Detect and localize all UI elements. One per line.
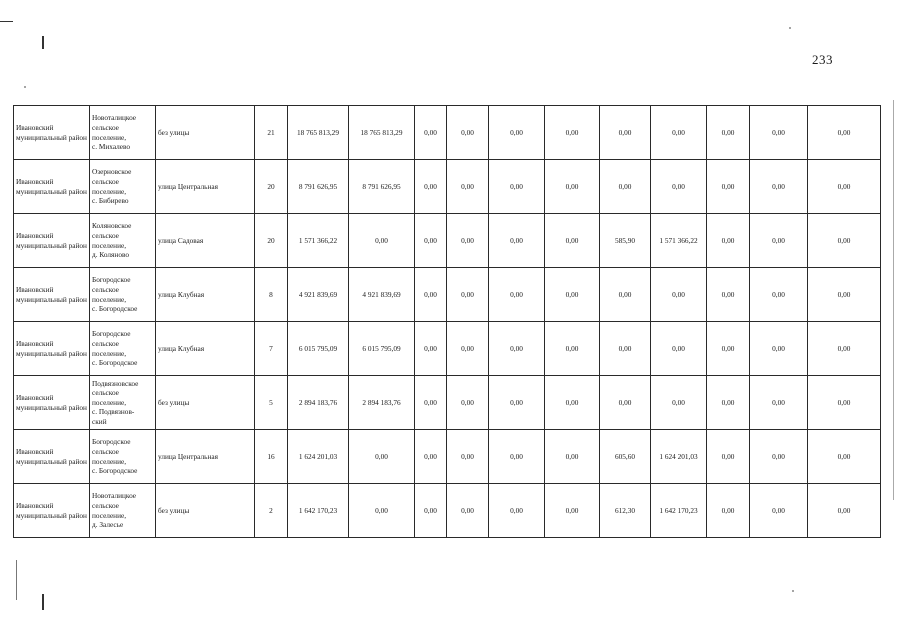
value-cell bbox=[288, 484, 349, 538]
value-cell-text: 0,00 bbox=[618, 289, 632, 299]
district-cell-text: Ивановский муниципальный район bbox=[16, 446, 87, 466]
value-cell-text: 1 624 201,03 bbox=[659, 451, 698, 461]
value-cell-text: 0,00 bbox=[461, 505, 474, 515]
number-cell-text: 20 bbox=[267, 181, 275, 191]
street-cell-text: улица Клубная bbox=[158, 343, 205, 353]
value-cell-text: 0,00 bbox=[510, 235, 523, 245]
value-cell bbox=[415, 430, 447, 484]
settlement-cell bbox=[90, 484, 156, 538]
value-cell bbox=[600, 430, 651, 484]
value-cell-text: 6 015 795,09 bbox=[362, 343, 401, 353]
value-cell bbox=[288, 322, 349, 376]
value-cell bbox=[349, 484, 415, 538]
value-cell bbox=[545, 106, 600, 160]
value-cell bbox=[600, 268, 651, 322]
value-cell-text: 0,00 bbox=[772, 505, 785, 515]
district-cell-text: Ивановский муниципальный район bbox=[16, 284, 87, 304]
value-cell-text: 0,00 bbox=[837, 181, 851, 191]
value-cell-text: 0,00 bbox=[772, 289, 785, 299]
scan-speck bbox=[792, 590, 794, 592]
settlement-cell-text: Новоталицкое сельское поселение, с. Михалево bbox=[92, 113, 137, 152]
value-cell-text: 0,00 bbox=[565, 289, 579, 299]
settlement-cell bbox=[90, 430, 156, 484]
value-cell-text: 0,00 bbox=[424, 343, 437, 353]
value-cell bbox=[750, 430, 808, 484]
value-cell bbox=[489, 322, 545, 376]
table-row bbox=[14, 322, 881, 376]
value-cell bbox=[349, 160, 415, 214]
value-cell bbox=[447, 160, 489, 214]
value-cell bbox=[545, 268, 600, 322]
value-cell-text: 0,00 bbox=[565, 505, 579, 515]
value-cell-text: 0,00 bbox=[565, 127, 579, 137]
value-cell-text: 0,00 bbox=[461, 181, 474, 191]
value-cell bbox=[750, 268, 808, 322]
value-cell bbox=[707, 214, 750, 268]
value-cell bbox=[750, 322, 808, 376]
value-cell-text: 0,00 bbox=[565, 343, 579, 353]
street-cell-text: улица Центральная bbox=[158, 451, 218, 461]
street-cell-text: без улицы bbox=[158, 127, 190, 137]
value-cell-text: 1 624 201,03 bbox=[298, 451, 338, 461]
value-cell bbox=[651, 484, 707, 538]
value-cell bbox=[288, 214, 349, 268]
district-cell bbox=[14, 322, 90, 376]
table-row bbox=[14, 484, 881, 538]
street-cell-text: улица Центральная bbox=[158, 181, 218, 191]
value-cell-text: 0,00 bbox=[721, 451, 735, 461]
value-cell-text: 0,00 bbox=[510, 397, 523, 407]
value-cell-text: 0,00 bbox=[424, 235, 437, 245]
value-cell bbox=[489, 268, 545, 322]
value-cell bbox=[415, 322, 447, 376]
value-cell bbox=[415, 484, 447, 538]
value-cell bbox=[651, 430, 707, 484]
value-cell-text: 0,00 bbox=[721, 127, 735, 137]
value-cell-text: 585,90 bbox=[614, 235, 636, 245]
value-cell bbox=[707, 160, 750, 214]
value-cell bbox=[288, 376, 349, 430]
value-cell-text: 0,00 bbox=[375, 451, 388, 461]
value-cell-text: 0,00 bbox=[772, 343, 785, 353]
value-cell-text: 0,00 bbox=[721, 343, 735, 353]
value-cell bbox=[600, 376, 651, 430]
value-cell-text: 0,00 bbox=[565, 181, 579, 191]
value-cell bbox=[489, 484, 545, 538]
street-cell-text: улица Садовая bbox=[158, 235, 204, 245]
district-cell-text: Ивановский муниципальный район bbox=[16, 230, 87, 250]
value-cell-text: 0,00 bbox=[375, 235, 388, 245]
value-cell bbox=[349, 376, 415, 430]
value-cell bbox=[489, 214, 545, 268]
table-row bbox=[14, 106, 881, 160]
table-row bbox=[14, 214, 881, 268]
street-cell bbox=[156, 322, 255, 376]
number-cell bbox=[255, 268, 288, 322]
value-cell bbox=[707, 484, 750, 538]
number-cell-text: 5 bbox=[269, 397, 273, 407]
street-cell bbox=[156, 430, 255, 484]
value-cell bbox=[600, 106, 651, 160]
value-cell bbox=[808, 322, 881, 376]
district-cell bbox=[14, 160, 90, 214]
value-cell-text: 1 571 366,22 bbox=[298, 235, 338, 245]
value-cell bbox=[808, 268, 881, 322]
value-cell-text: 612,30 bbox=[614, 505, 636, 515]
value-cell bbox=[750, 376, 808, 430]
value-cell-text: 0,00 bbox=[565, 397, 579, 407]
value-cell-text: 0,00 bbox=[837, 235, 851, 245]
value-cell bbox=[288, 106, 349, 160]
number-cell-text: 2 bbox=[269, 505, 273, 515]
value-cell bbox=[651, 106, 707, 160]
settlement-cell-text: Подвязновское сельское поселение, с. Подвязнов- ский bbox=[92, 378, 139, 426]
value-cell-text: 0,00 bbox=[424, 181, 437, 191]
value-cell bbox=[750, 106, 808, 160]
value-cell bbox=[707, 322, 750, 376]
street-cell bbox=[156, 484, 255, 538]
value-cell-text: 0,00 bbox=[618, 397, 632, 407]
value-cell bbox=[808, 214, 881, 268]
value-cell-text: 0,00 bbox=[837, 505, 851, 515]
value-cell-text: 0,00 bbox=[837, 343, 851, 353]
table-row bbox=[14, 268, 881, 322]
value-cell-text: 0,00 bbox=[565, 235, 579, 245]
value-cell bbox=[447, 106, 489, 160]
value-cell-text: 0,00 bbox=[721, 505, 735, 515]
settlement-cell-text: Богородское сельское поселение, с. Богородское bbox=[92, 275, 138, 314]
value-cell-text: 0,00 bbox=[837, 397, 851, 407]
value-cell bbox=[808, 484, 881, 538]
number-cell-text: 21 bbox=[267, 127, 275, 137]
value-cell-text: 0,00 bbox=[424, 505, 437, 515]
street-cell bbox=[156, 376, 255, 430]
value-cell-text: 0,00 bbox=[461, 343, 474, 353]
number-cell bbox=[255, 160, 288, 214]
value-cell-text: 1 642 170,23 bbox=[298, 505, 338, 515]
value-cell-text: 2 894 183,76 bbox=[298, 397, 338, 407]
value-cell-text: 0,00 bbox=[721, 181, 735, 191]
settlement-cell bbox=[90, 106, 156, 160]
value-cell bbox=[545, 430, 600, 484]
value-cell bbox=[349, 106, 415, 160]
number-cell bbox=[255, 376, 288, 430]
value-cell bbox=[651, 214, 707, 268]
value-cell-text: 0,00 bbox=[461, 451, 474, 461]
value-cell bbox=[447, 268, 489, 322]
value-cell-text: 0,00 bbox=[510, 451, 523, 461]
value-cell bbox=[808, 160, 881, 214]
value-cell-text: 8 791 626,95 bbox=[362, 181, 401, 191]
value-cell-text: 0,00 bbox=[772, 397, 785, 407]
value-cell-text: 0,00 bbox=[721, 235, 735, 245]
value-cell bbox=[349, 268, 415, 322]
value-cell bbox=[545, 376, 600, 430]
settlement-cell bbox=[90, 268, 156, 322]
value-cell bbox=[545, 214, 600, 268]
table-row bbox=[14, 160, 881, 214]
value-cell-text: 0,00 bbox=[510, 289, 523, 299]
value-cell bbox=[808, 106, 881, 160]
district-cell bbox=[14, 430, 90, 484]
number-cell bbox=[255, 430, 288, 484]
number-cell-text: 20 bbox=[267, 235, 275, 245]
value-cell bbox=[415, 160, 447, 214]
table-row bbox=[14, 430, 881, 484]
value-cell bbox=[415, 214, 447, 268]
value-cell bbox=[489, 430, 545, 484]
value-cell-text: 0,00 bbox=[618, 127, 632, 137]
value-cell-text: 0,00 bbox=[721, 397, 735, 407]
page-number: 233 bbox=[812, 52, 833, 67]
value-cell bbox=[651, 376, 707, 430]
value-cell bbox=[750, 484, 808, 538]
value-cell bbox=[545, 322, 600, 376]
street-cell bbox=[156, 268, 255, 322]
value-cell bbox=[489, 106, 545, 160]
value-cell-text: 0,00 bbox=[672, 127, 685, 137]
value-cell bbox=[707, 430, 750, 484]
street-cell bbox=[156, 160, 255, 214]
value-cell-text: 0,00 bbox=[565, 451, 579, 461]
value-cell bbox=[808, 376, 881, 430]
table-body bbox=[14, 106, 881, 538]
value-cell bbox=[288, 268, 349, 322]
value-cell bbox=[651, 322, 707, 376]
value-cell bbox=[707, 376, 750, 430]
value-cell-text: 0,00 bbox=[424, 451, 437, 461]
district-cell-text: Ивановский муниципальный район bbox=[16, 392, 87, 412]
value-cell bbox=[750, 160, 808, 214]
value-cell-text: 0,00 bbox=[375, 505, 388, 515]
value-cell-text: 0,00 bbox=[461, 397, 474, 407]
settlement-cell bbox=[90, 214, 156, 268]
settlement-cell-text: Коляновское сельское поселение, д. Коляново bbox=[92, 221, 132, 260]
value-cell-text: 0,00 bbox=[461, 289, 474, 299]
value-cell-text: 0,00 bbox=[672, 181, 685, 191]
value-cell-text: 0,00 bbox=[510, 127, 523, 137]
district-cell bbox=[14, 214, 90, 268]
value-cell bbox=[750, 214, 808, 268]
number-cell bbox=[255, 106, 288, 160]
street-cell bbox=[156, 214, 255, 268]
value-cell bbox=[545, 484, 600, 538]
value-cell-text: 0,00 bbox=[510, 343, 523, 353]
settlement-cell-text: Новоталицкое сельское поселение, д. Залесье bbox=[92, 491, 137, 530]
value-cell-text: 0,00 bbox=[424, 289, 437, 299]
value-cell bbox=[415, 268, 447, 322]
district-cell-text: Ивановский муниципальный район bbox=[16, 500, 87, 520]
value-cell bbox=[349, 322, 415, 376]
settlement-cell-text: Богородское сельское поселение, с. Богородское bbox=[92, 437, 138, 476]
value-cell bbox=[489, 376, 545, 430]
settlement-cell bbox=[90, 376, 156, 430]
value-cell-text: 0,00 bbox=[772, 127, 785, 137]
district-cell bbox=[14, 268, 90, 322]
number-cell bbox=[255, 484, 288, 538]
data-table bbox=[13, 105, 881, 538]
value-cell-text: 6 015 795,09 bbox=[298, 343, 338, 353]
number-cell-text: 7 bbox=[269, 343, 273, 353]
value-cell-text: 4 921 839,69 bbox=[298, 289, 338, 299]
value-cell-text: 0,00 bbox=[510, 505, 523, 515]
value-cell-text: 18 765 813,29 bbox=[360, 127, 403, 137]
value-cell-text: 0,00 bbox=[837, 289, 851, 299]
value-cell bbox=[447, 484, 489, 538]
number-cell-text: 16 bbox=[267, 451, 275, 461]
value-cell-text: 2 894 183,76 bbox=[362, 397, 401, 407]
value-cell bbox=[600, 322, 651, 376]
value-cell bbox=[349, 214, 415, 268]
value-cell-text: 0,00 bbox=[672, 343, 685, 353]
street-cell-text: без улицы bbox=[158, 505, 190, 515]
value-cell bbox=[545, 160, 600, 214]
value-cell bbox=[651, 268, 707, 322]
value-cell-text: 0,00 bbox=[837, 451, 851, 461]
district-cell bbox=[14, 106, 90, 160]
value-cell-text: 0,00 bbox=[837, 127, 851, 137]
value-cell-text: 1 571 366,22 bbox=[659, 235, 698, 245]
scan-mark bbox=[42, 36, 44, 49]
value-cell-text: 1 642 170,23 bbox=[659, 505, 698, 515]
table-row bbox=[14, 376, 881, 430]
value-cell bbox=[288, 430, 349, 484]
value-cell bbox=[447, 214, 489, 268]
value-cell-text: 0,00 bbox=[461, 127, 474, 137]
value-cell-text: 0,00 bbox=[672, 289, 685, 299]
value-cell-text: 605,60 bbox=[614, 451, 636, 461]
value-cell-text: 0,00 bbox=[618, 343, 632, 353]
value-cell-text: 0,00 bbox=[721, 289, 735, 299]
settlement-cell-text: Озерновское сельское поселение, с. Бибирево bbox=[92, 167, 132, 206]
value-cell bbox=[707, 106, 750, 160]
value-cell-text: 18 765 813,29 bbox=[297, 127, 339, 137]
scan-mark bbox=[42, 594, 44, 610]
value-cell-text: 0,00 bbox=[772, 235, 785, 245]
value-cell-text: 0,00 bbox=[424, 127, 437, 137]
value-cell bbox=[707, 268, 750, 322]
scan-mark bbox=[16, 560, 17, 600]
district-cell bbox=[14, 484, 90, 538]
settlement-cell-text: Богородское сельское поселение, с. Богородское bbox=[92, 329, 138, 368]
value-cell bbox=[447, 430, 489, 484]
number-cell-text: 8 bbox=[269, 289, 273, 299]
value-cell bbox=[651, 160, 707, 214]
value-cell-text: 0,00 bbox=[510, 181, 523, 191]
value-cell bbox=[808, 430, 881, 484]
value-cell bbox=[447, 376, 489, 430]
value-cell bbox=[600, 484, 651, 538]
scan-mark bbox=[0, 21, 13, 22]
scan-speck bbox=[789, 27, 791, 29]
street-cell-text: улица Клубная bbox=[158, 289, 205, 299]
scan-mark bbox=[893, 100, 894, 500]
value-cell-text: 0,00 bbox=[772, 181, 785, 191]
number-cell bbox=[255, 322, 288, 376]
value-cell bbox=[600, 160, 651, 214]
value-cell bbox=[489, 160, 545, 214]
value-cell bbox=[415, 376, 447, 430]
settlement-cell bbox=[90, 322, 156, 376]
value-cell bbox=[415, 106, 447, 160]
street-cell bbox=[156, 106, 255, 160]
value-cell-text: 0,00 bbox=[672, 397, 685, 407]
street-cell-text: без улицы bbox=[158, 397, 190, 407]
district-cell-text: Ивановский муниципальный район bbox=[16, 122, 87, 142]
scan-speck bbox=[24, 86, 26, 88]
value-cell bbox=[288, 160, 349, 214]
value-cell-text: 8 791 626,95 bbox=[298, 181, 338, 191]
settlement-cell bbox=[90, 160, 156, 214]
value-cell-text: 0,00 bbox=[618, 181, 632, 191]
number-cell bbox=[255, 214, 288, 268]
value-cell bbox=[349, 430, 415, 484]
value-cell bbox=[447, 322, 489, 376]
value-cell bbox=[600, 214, 651, 268]
value-cell-text: 0,00 bbox=[772, 451, 785, 461]
value-cell-text: 0,00 bbox=[461, 235, 474, 245]
value-cell-text: 4 921 839,69 bbox=[362, 289, 401, 299]
value-cell-text: 0,00 bbox=[424, 397, 437, 407]
district-cell-text: Ивановский муниципальный район bbox=[16, 176, 87, 196]
district-cell-text: Ивановский муниципальный район bbox=[16, 338, 87, 358]
district-cell bbox=[14, 376, 90, 430]
